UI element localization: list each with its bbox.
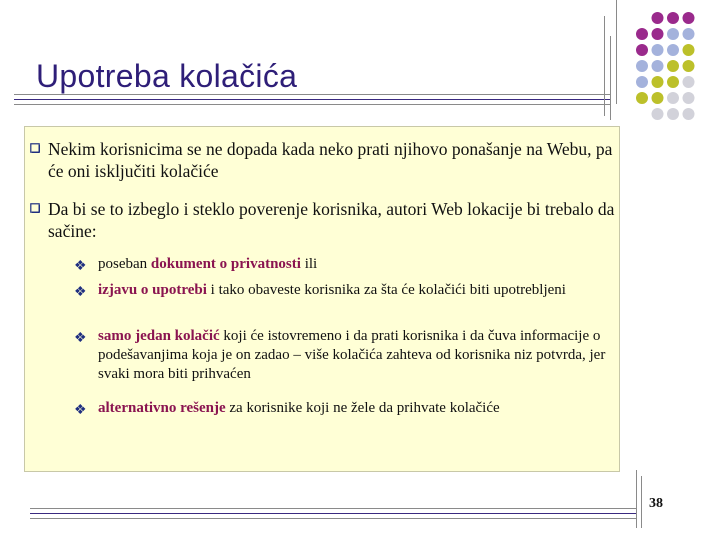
decorative-dot xyxy=(683,28,695,40)
subbullet-2 xyxy=(74,281,618,300)
footer-rule-1 xyxy=(30,508,636,509)
subbullet-4 xyxy=(74,399,618,418)
decorative-dot xyxy=(652,60,664,72)
bullet-2 xyxy=(48,198,618,242)
decorative-dot xyxy=(636,44,648,56)
subbullet-3-post: koji će istovremeno i da prati korisnika i da čuva informacije o podešavanjima koja je on zadao – više kolačića zahteva od korisnika niz potvrda, jer svaki mora biti prihvaćen xyxy=(98,328,606,382)
decorative-dot xyxy=(652,76,664,88)
subbullet-1-highlight: dokument o privatnosti xyxy=(150,256,301,272)
decorative-dot xyxy=(636,92,648,104)
decorative-dot xyxy=(683,92,695,104)
subbullet-1-pre: poseban xyxy=(98,256,151,272)
decorative-dot xyxy=(667,44,679,56)
decorative-dot xyxy=(683,44,695,56)
decorative-dot xyxy=(667,76,679,88)
footer-vertical-rule-2 xyxy=(641,476,642,528)
decorative-dot xyxy=(652,92,664,104)
diamond-bullet-icon: ❖ xyxy=(74,259,87,274)
decorative-dot xyxy=(683,60,695,72)
footer-rule-3 xyxy=(30,518,636,519)
decorative-dot xyxy=(652,12,664,24)
subbullet-2-highlight: izjavu o upotrebi xyxy=(98,282,207,298)
diamond-bullet-icon: ❖ xyxy=(74,285,87,300)
square-bullet-icon xyxy=(30,143,40,153)
subbullet-2-post: i tako obaveste korisnika za šta će kolačići biti upotrebljeni xyxy=(206,282,566,298)
decorative-dot xyxy=(667,28,679,40)
decorative-dot xyxy=(652,28,664,40)
subbullet-4-post: za korisnike koji ne žele da prihvate kolačiće xyxy=(225,400,500,416)
decorative-dot xyxy=(683,12,695,24)
square-bullet-icon xyxy=(30,203,40,213)
decorative-dot xyxy=(652,108,664,120)
subbullet-3-highlight: samo jedan kolačić xyxy=(98,328,220,344)
decorative-dot xyxy=(683,108,695,120)
decorative-dot xyxy=(667,108,679,120)
decorative-dot xyxy=(667,60,679,72)
subbullet-1-post: ili xyxy=(300,256,318,272)
bullet-1-text: Nekim korisnicima se ne dopada kada neko prati njihovo ponašanje na Webu, pa će oni isključiti kolačiće xyxy=(48,139,613,181)
slide-title: Upotreba kolačića xyxy=(36,58,298,94)
subbullet-4-highlight: alternativno rešenje xyxy=(98,400,226,416)
diamond-bullet-icon: ❖ xyxy=(74,403,87,418)
subbullet-3 xyxy=(74,327,618,384)
bullet-1 xyxy=(48,138,618,182)
footer-vertical-rule-1 xyxy=(636,470,637,528)
decorative-dot xyxy=(636,60,648,72)
decorative-dot xyxy=(636,28,648,40)
decorative-dot xyxy=(652,44,664,56)
footer-rule-2 xyxy=(30,513,636,514)
subbullet-1 xyxy=(74,255,618,274)
decorative-dot xyxy=(667,12,679,24)
diamond-bullet-icon: ❖ xyxy=(74,331,87,346)
decorative-dot xyxy=(683,76,695,88)
page-number: 38 xyxy=(649,496,663,511)
decorative-dot xyxy=(667,92,679,104)
bullet-2-text: Da bi se to izbeglo i steklo poverenje korisnika, autori Web lokacije bi trebalo da sačine: xyxy=(48,199,615,241)
decorative-dot xyxy=(636,76,648,88)
